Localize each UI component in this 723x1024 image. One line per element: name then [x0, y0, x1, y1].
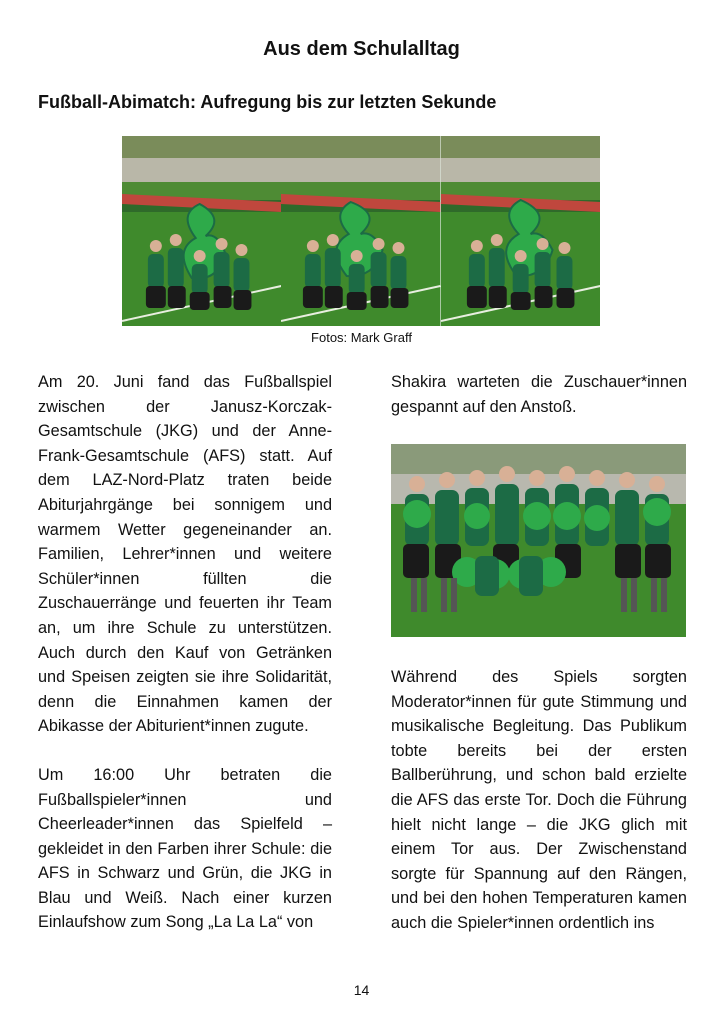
article-paragraph-1: Am 20. Juni fand das Fußballspiel zwischen der Janusz-Korczak-Gesamtschule (JKG) und der Anne-Frank-Gesamtschule (AFS) statt. Auf dem LAZ-Nord-Platz traten beide Abiturjahrgänge bei sonnigem und warmem Wetter gegeneinander an. Familien, Lehrer*innen und weitere Schüler*innen füllten die Zuschauerränge und feuerten ihr Team an, um ihre Schule zu unterstützen. Auch durch den Kauf von Getränken und Speisen zeigten sie ihre Solidarität, denn die Einnahmen kamen der Abikasse der Abiturient*innen zugute. — [38, 373, 332, 736]
article-left-column — [38, 370, 332, 935]
cheerleader-photo-3 — [441, 136, 600, 326]
article-paragraph-4: Während des Spiels sorgten Moderator*innen für gute Stimmung und musikalische Begleitung. Das Publikum tobte bereits bei der ersten Ballberührung, und schon bald erzielte die AFS das erste Tor. Doch die Führung hielt nicht lange – die JKG glich mit einem Tor aus. Der Zwischenstand sorgte für Spannung auf den Rängen, und bei den hohen Temperaturen kamen auch die Spieler*innen ordentlich ins — [391, 668, 687, 932]
article-right-column-top — [391, 370, 687, 419]
cheerleader-photo-strip — [122, 136, 600, 326]
article-paragraph-3: Shakira warteten die Zuschauer*innen gespannt auf den Anstoß. — [391, 373, 687, 416]
page-title: Aus dem Schulalltag — [263, 38, 460, 60]
article-title: Fußball-Abimatch: Aufregung bis zur letzten Sekunde — [38, 92, 497, 112]
team-photo — [391, 444, 686, 637]
cheerleader-photo-2 — [281, 136, 440, 326]
article-right-column-bottom — [391, 665, 687, 936]
cheerleader-photo-1 — [122, 136, 281, 326]
photo-credit: Fotos: Mark Graff — [311, 330, 412, 345]
article-paragraph-2: Um 16:00 Uhr betraten die Fußballspieler*innen und Cheerleader*innen das Spielfeld – gekleidet in den Farben ihrer Schule: die AFS in Schwarz und Grün, die JKG in Blau und Weiß. Nach einer kurzen Einlaufshow zum Song „La La La“ von — [38, 765, 332, 932]
page-number: 14 — [353, 982, 370, 998]
